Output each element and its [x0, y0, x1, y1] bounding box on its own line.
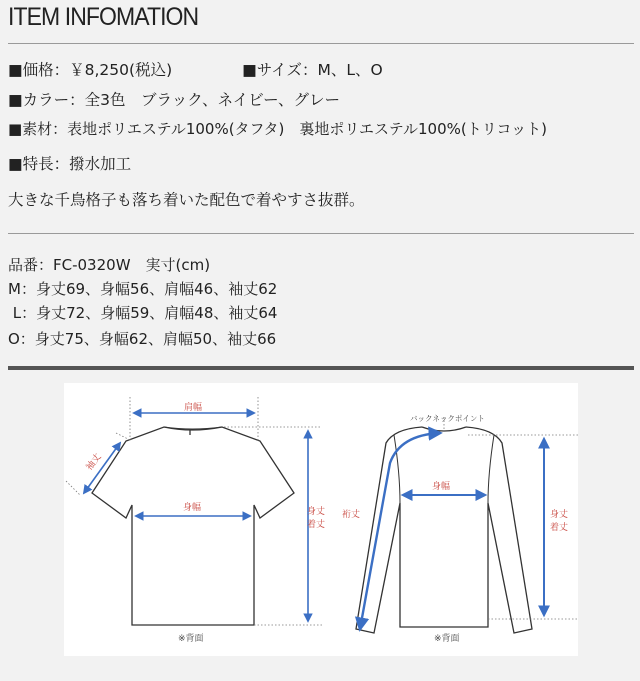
longsleeve-outline	[356, 427, 532, 633]
label-back-note-right: ※背面	[434, 634, 460, 644]
measurement-diagram	[64, 383, 578, 656]
label-total-length: 着丈	[307, 520, 326, 530]
label-body-width-right: 身幅	[432, 482, 451, 492]
label-total-length-right: 着丈	[550, 523, 569, 533]
label-body-length-right: 身丈	[550, 510, 569, 520]
label-body-length: 身丈	[307, 507, 326, 517]
label-body-width: 身幅	[183, 503, 202, 513]
size-row-l: L：身丈72、身幅59、肩幅48、袖丈64	[8, 304, 278, 322]
specs-divider	[8, 233, 634, 234]
spec-price: ■価格：￥8,250(税込)	[8, 61, 173, 79]
spec-feature: ■特長：撥水加工	[8, 155, 132, 173]
label-sleeve-length: 袖丈	[84, 452, 104, 473]
title-divider	[8, 43, 634, 44]
tshirt-arrows	[84, 413, 308, 621]
label-back-note-left: ※背面	[178, 634, 204, 644]
spec-material: ■素材：表地ポリエステル100%(タフタ) 裏地ポリエステル100%(トリコット)	[8, 120, 548, 138]
spec-description: 大きな千鳥格子も落ち着いた配色で着やすさ抜群。	[8, 191, 365, 209]
spec-price-size-row	[8, 58, 383, 80]
page-title: ITEM INFOMATION	[8, 3, 199, 31]
label-shoulder-width: 肩幅	[184, 403, 203, 413]
size-divider	[8, 366, 634, 370]
size-row-o: O：身丈75、身幅62、肩幅50、袖丈66	[8, 330, 277, 348]
spec-sizes: ■サイズ：M、L、O	[242, 61, 383, 79]
tshirt-outline	[92, 427, 294, 625]
label-back-neck-point: バックネックポイント	[410, 414, 485, 423]
size-table-header: 品番：FC-0320W 実寸(cm)	[8, 256, 211, 274]
size-row-m: M：身丈69、身幅56、肩幅46、袖丈62	[8, 280, 278, 298]
label-yuki-length: 裄丈	[342, 510, 361, 520]
spec-colors: ■カラー：全3色 ブラック、ネイビー、グレー	[8, 91, 341, 109]
